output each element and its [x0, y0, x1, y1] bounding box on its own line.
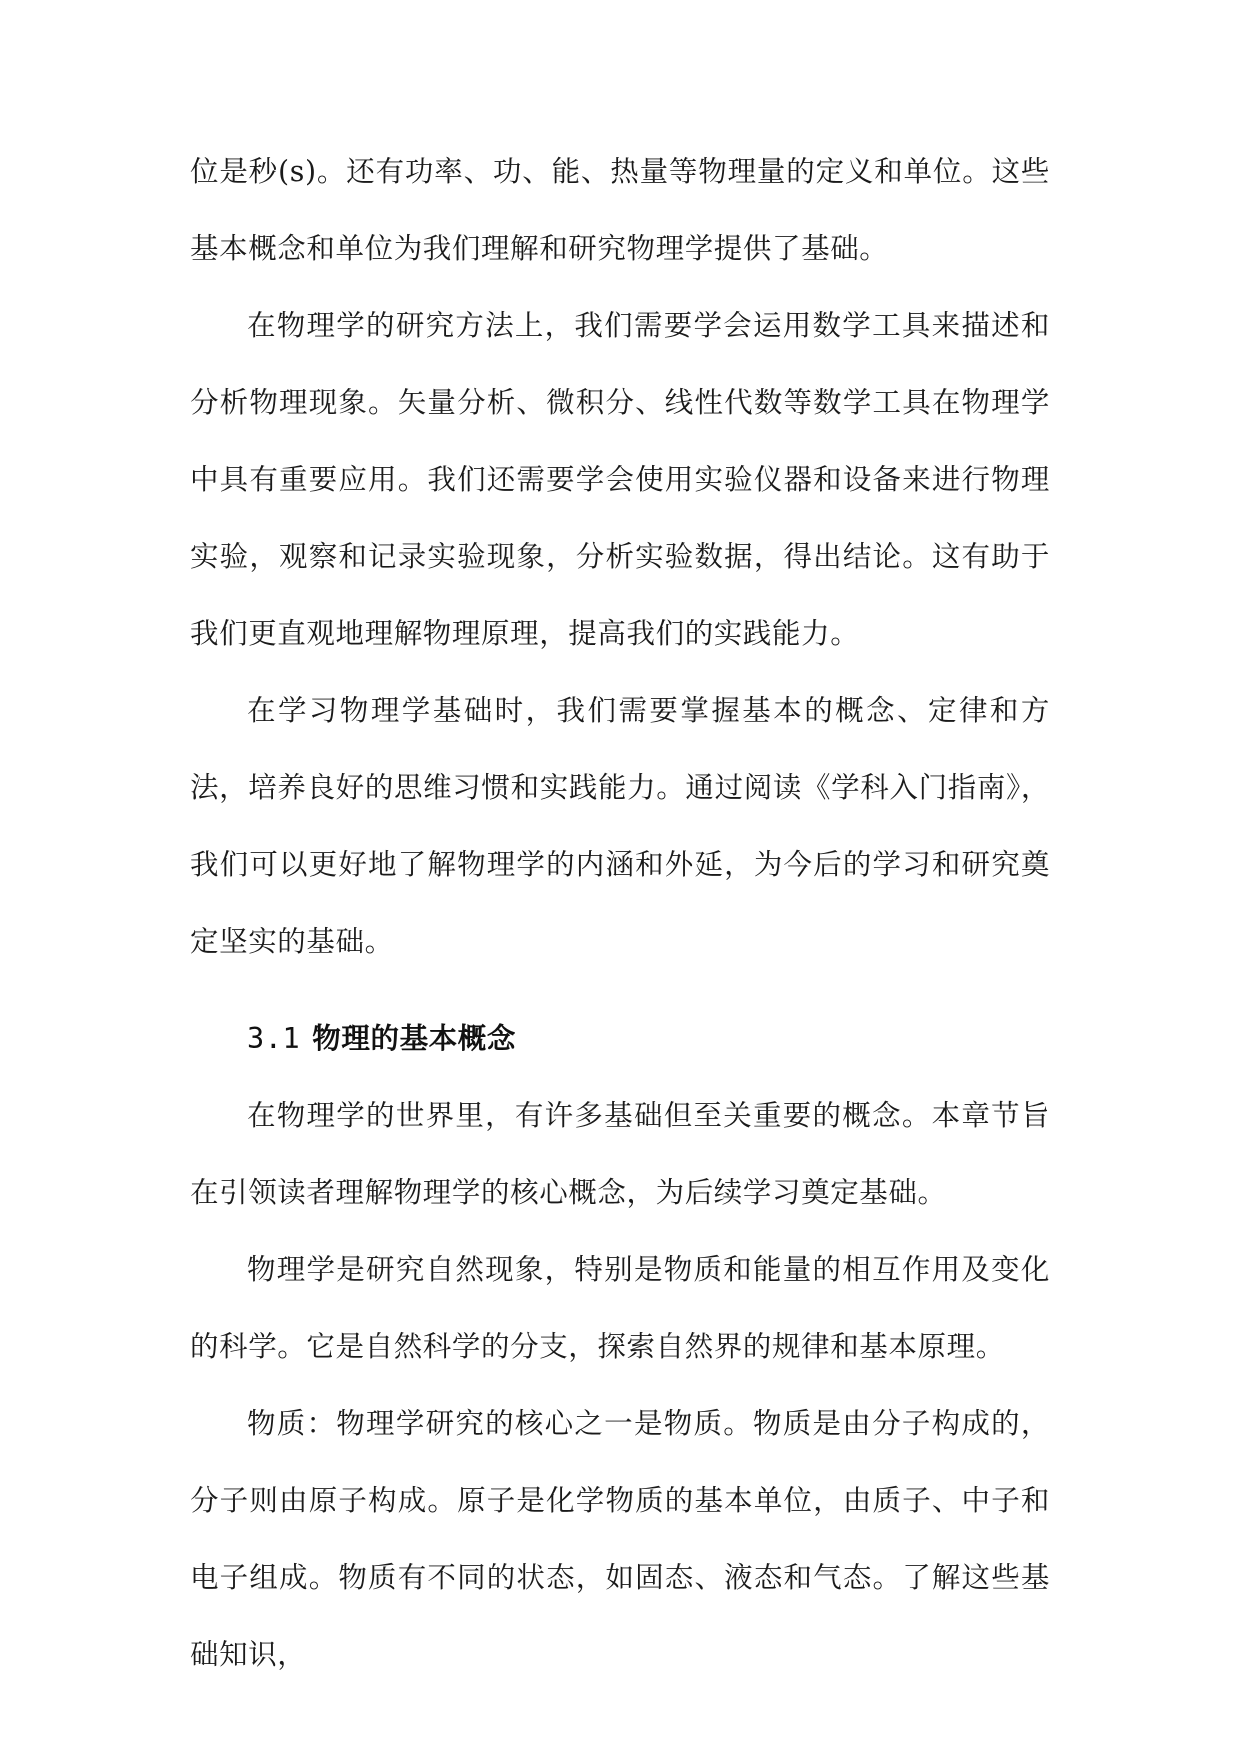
paragraph-learning-basics: 在学习物理学基础时，我们需要掌握基本的概念、定律和方法，培养良好的思维习惯和实践能力。通过阅读《学科入门指南》，我们可以更好地了解物理学的内涵和外延，为今后的学习和研究奠定坚实的基础。	[190, 694, 1050, 958]
paragraph-continuation: 位是秒(s)。还有功率、功、能、热量等物理量的定义和单位。这些基本概念和单位为我们理解和研究物理学提供了基础。	[190, 155, 1050, 265]
paragraph-research-methods: 在物理学的研究方法上，我们需要学会运用数学工具来描述和分析物理现象。矢量分析、微积分、线性代数等数学工具在物理学中具有重要应用。我们还需要学会使用实验仪器和设备来进行物理实验，观察和记录实验现象，分析实验数据，得出结论。这有助于我们更直观地理解物理原理，提高我们的实践能力。	[190, 309, 1050, 650]
paragraph-matter: 物质：物理学研究的核心之一是物质。物质是由分子构成的，分子则由原子构成。原子是化学物质的基本单位，由质子、中子和电子组成。物质有不同的状态，如固态、液态和气态。了解这些基础知识，	[190, 1407, 1050, 1671]
section-number: 3.1	[247, 1022, 301, 1055]
section-title: 物理的基本概念	[312, 1022, 516, 1055]
document-body	[190, 133, 1050, 1693]
paragraph-intro-concepts: 在物理学的世界里，有许多基础但至关重要的概念。本章节旨在引领读者理解物理学的核心概念，为后续学习奠定基础。	[190, 1099, 1050, 1209]
section-heading	[190, 1000, 1050, 1077]
paragraph-definition-physics: 物理学是研究自然现象，特别是物质和能量的相互作用及变化的科学。它是自然科学的分支，探索自然界的规律和基本原理。	[190, 1253, 1050, 1363]
